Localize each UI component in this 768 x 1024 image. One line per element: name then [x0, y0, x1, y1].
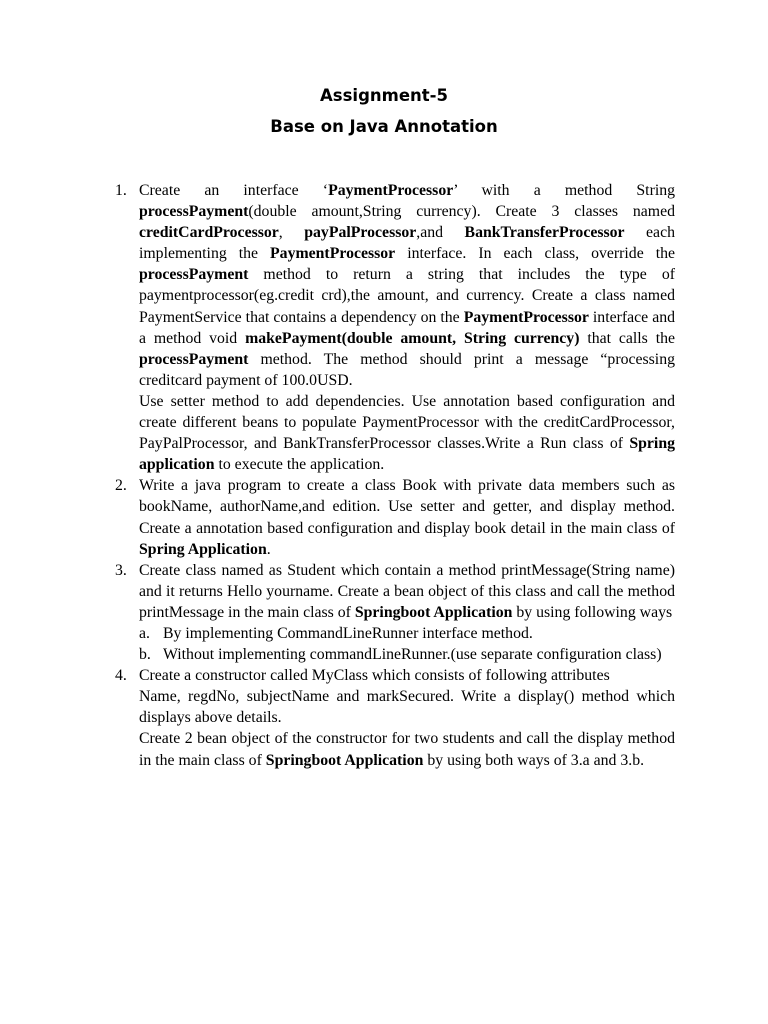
question-4: [115, 665, 675, 770]
question-2-paragraph: Write a java program to create a class Book with private data members such as bookName, authorName,and edition. Use setter and getter, and display method. Create a annotation based configuration and display book detail in the main class of Spring Application.: [139, 477, 675, 558]
question-4-paragraph-1: Create a constructor called MyClass which consists of following attributes: [139, 667, 610, 685]
option-label: a.: [139, 624, 150, 642]
question-3-option-b: [139, 644, 675, 665]
option-text: Without implementing commandLineRunner.(use separate configuration class): [163, 646, 662, 664]
question-number: 1.: [115, 182, 127, 199]
question-3: [115, 560, 675, 665]
question-1-paragraph-1: Create an interface ‘PaymentProcessor’ with a method String processPayment(double amount,String currency). Create 3 classes named creditCardProcessor, payPalProcessor,and BankTransferProcessor each implementing the PaymentProcessor interface. In each class, override the processPayment method to return a string that includes the type of paymentprocessor(eg.credit crd),the amount, and currency. Create a class named PaymentService that contains a dependency on the PaymentProcessor interface and a method void makePayment(double amount, String currency) that calls the processPayment method. The method should print a message “processing creditcard payment of 100.0USD.: [139, 182, 676, 389]
question-4-paragraph-2: Name, regdNo, subjectName and markSecured. Write a display() method which displays above details.: [139, 688, 675, 727]
question-number: 2.: [115, 477, 127, 495]
assignment-subtitle: Base on Java Annotation: [270, 117, 498, 136]
question-2: [115, 475, 675, 559]
question-number: 4.: [115, 667, 127, 685]
question-list: [115, 180, 676, 771]
option-label: b.: [139, 646, 151, 664]
assignment-title: Assignment-5: [320, 86, 448, 105]
question-1-paragraph-2: Use setter method to add dependencies. Use annotation based configuration and create different beans to populate PaymentProcessor with the creditCardProcessor, PayPalProcessor, and BankTransferProcessor classes.Write a Run class of Spring application to execute the application.: [139, 392, 675, 474]
question-4-paragraph-3: Create 2 bean object of the constructor for two students and call the display method in the main class of Springboot Application by using both ways of 3.a and 3.b.: [139, 730, 675, 769]
question-3-option-a: [139, 623, 675, 644]
question-1: [115, 180, 676, 475]
question-number: 3.: [115, 561, 127, 579]
question-3-paragraph: Create class named as Student which contain a method printMessage(String name) and it returns Hello yourname. Create a bean object of this class and call the method printMessage in the main class of Springboot Application by using following ways: [139, 561, 675, 621]
option-text: By implementing CommandLineRunner interface method.: [163, 624, 533, 642]
